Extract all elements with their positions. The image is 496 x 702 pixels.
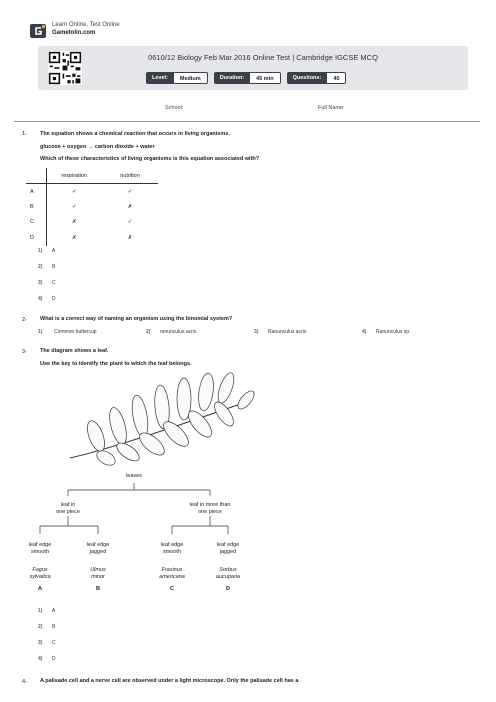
row-label: B	[26, 199, 46, 215]
table-row	[26, 199, 158, 215]
key-branch-left-1: leaf in	[60, 502, 76, 508]
q3-option-1[interactable]: A	[52, 608, 56, 614]
q1-option-3[interactable]: C	[52, 280, 56, 286]
compound-leaf-illustration	[66, 370, 256, 466]
q2-option-2[interactable]: ranunculus acris	[160, 329, 197, 335]
q1-option-3-number[interactable]: 3)	[38, 280, 43, 286]
question-3-number: 3-	[22, 349, 27, 355]
key-b-species-2: minor	[91, 574, 105, 580]
questions-label: Questions:	[287, 72, 328, 84]
key-c-species-1: Fraxinus	[161, 567, 183, 573]
table-cell: ✗	[71, 234, 77, 241]
table-cell: ✓	[127, 188, 133, 195]
duration-badge	[214, 72, 281, 84]
key-a-species-1: Fagus	[32, 567, 48, 573]
key-branch-right-1: leaf in more than	[189, 502, 231, 508]
key-branch-right-2: one piece	[198, 509, 222, 515]
key-a-species-2: sylvatica	[29, 574, 51, 580]
key-c-letter: C	[170, 586, 174, 592]
question-1-prompt: Which of these characteristics of living organisms is this equation associated with?	[40, 156, 260, 162]
key-b-desc-2: jagged	[89, 549, 107, 555]
logo-tagline: Learn Online, Test Online	[52, 22, 120, 28]
key-c-desc-1: leaf edge	[160, 542, 184, 548]
question-1-text: The equation shows a chemical reaction that occurs in living organisms.	[40, 131, 230, 137]
key-branch-left-2: one piece	[56, 509, 80, 515]
level-badge	[146, 72, 208, 84]
key-root: leaves	[126, 473, 142, 479]
questions-badge	[287, 72, 347, 84]
q2-option-1-number[interactable]: 1)	[38, 329, 43, 335]
header-divider	[14, 121, 480, 122]
table-row	[26, 230, 158, 246]
key-a-desc-2: smooth	[30, 549, 50, 555]
q2-option-4[interactable]: Ranunculus sp.	[376, 329, 411, 335]
q2-option-2-number[interactable]: 2)	[146, 329, 151, 335]
question-4-text: A palisade cell and a nerve cell are observed under a light microscope. Only the palisade cell has a	[40, 678, 299, 684]
duration-label: Duration:	[214, 72, 250, 84]
table-row	[26, 215, 158, 231]
question-4-number: 4-	[22, 679, 27, 685]
key-d-species-2: aucuparia	[215, 574, 241, 580]
questions-value: 40	[327, 72, 346, 84]
question-1-table	[26, 168, 158, 246]
q1-option-1[interactable]: A	[52, 248, 56, 254]
q3-option-3[interactable]: C	[52, 640, 56, 646]
table-cell: ✓	[71, 188, 77, 195]
key-d-species-1: Sorbus	[219, 567, 237, 573]
key-a-letter: A	[38, 586, 42, 592]
row-label: A	[26, 184, 46, 200]
q1-option-2-number[interactable]: 2)	[38, 264, 43, 270]
q1-option-4-number[interactable]: 4)	[38, 296, 43, 302]
q1-option-4[interactable]: D	[52, 296, 56, 302]
key-c-species-2: americana	[159, 574, 185, 580]
key-c-desc-2: smooth	[162, 549, 182, 555]
test-meta-badges	[146, 72, 346, 84]
level-label: Level:	[146, 72, 174, 84]
duration-value: 45 min	[250, 72, 280, 84]
q3-option-2[interactable]: B	[52, 624, 56, 630]
q3-option-2-number[interactable]: 2)	[38, 624, 43, 630]
school-label: School:	[165, 105, 184, 111]
table-cell: ✗	[127, 234, 133, 241]
table-cell: ✗	[71, 219, 77, 226]
table-cell: ✓	[71, 203, 77, 210]
q2-option-3[interactable]: Ranunculus acris	[268, 329, 307, 335]
table-cell: ✗	[127, 203, 133, 210]
q1-option-1-number[interactable]: 1)	[38, 248, 43, 254]
logo-site: Gametolin.com	[52, 30, 96, 36]
question-2-text: What is a correct way of naming an organism using the binomial system?	[40, 316, 233, 322]
test-title: 0610/12 Biology Feb Mar 2016 Online Test | Cambridge IGCSE MCQ	[148, 53, 378, 62]
q3-option-1-number[interactable]: 1)	[38, 608, 43, 614]
q2-option-4-number[interactable]: 4)	[362, 329, 367, 335]
question-2-number: 2-	[22, 317, 27, 323]
level-value: Medium	[174, 72, 208, 84]
q2-option-3-number[interactable]: 3)	[254, 329, 259, 335]
question-3-text: The diagram shows a leaf.	[40, 348, 109, 354]
full-name-label: Full Name:	[318, 105, 345, 111]
key-d-desc-1: leaf edge	[216, 542, 240, 548]
table-cell: ✓	[127, 219, 133, 226]
table-row	[26, 184, 158, 200]
row-label: C	[26, 215, 46, 231]
site-logo[interactable]	[30, 20, 190, 42]
q2-option-1[interactable]: Common buttercup	[54, 329, 97, 335]
test-header	[38, 46, 468, 90]
table-header-row	[26, 168, 158, 184]
key-b-species-1: Ulmus	[90, 567, 106, 573]
q1-option-2[interactable]: B	[52, 264, 56, 270]
question-1-equation: glucose + oxygen → carbon dioxide + water	[40, 144, 155, 150]
table-header: respiration	[46, 168, 102, 184]
question-1-number: 1-	[22, 131, 27, 137]
q3-option-4-number[interactable]: 4)	[38, 656, 43, 662]
key-b-desc-1: leaf edge	[86, 542, 110, 548]
key-d-desc-2: jagged	[219, 549, 237, 555]
key-b-letter: B	[96, 586, 100, 592]
key-d-letter: D	[226, 586, 230, 592]
q3-option-4[interactable]: D	[52, 656, 56, 662]
row-label: D	[26, 230, 46, 246]
logo-icon	[30, 24, 46, 38]
question-3-prompt: Use the key to identify the plant to which the leaf belongs.	[40, 361, 192, 367]
key-a-desc-1: leaf edge	[28, 542, 52, 548]
q3-option-3-number[interactable]: 3)	[38, 640, 43, 646]
table-header: nutrition	[102, 168, 158, 184]
